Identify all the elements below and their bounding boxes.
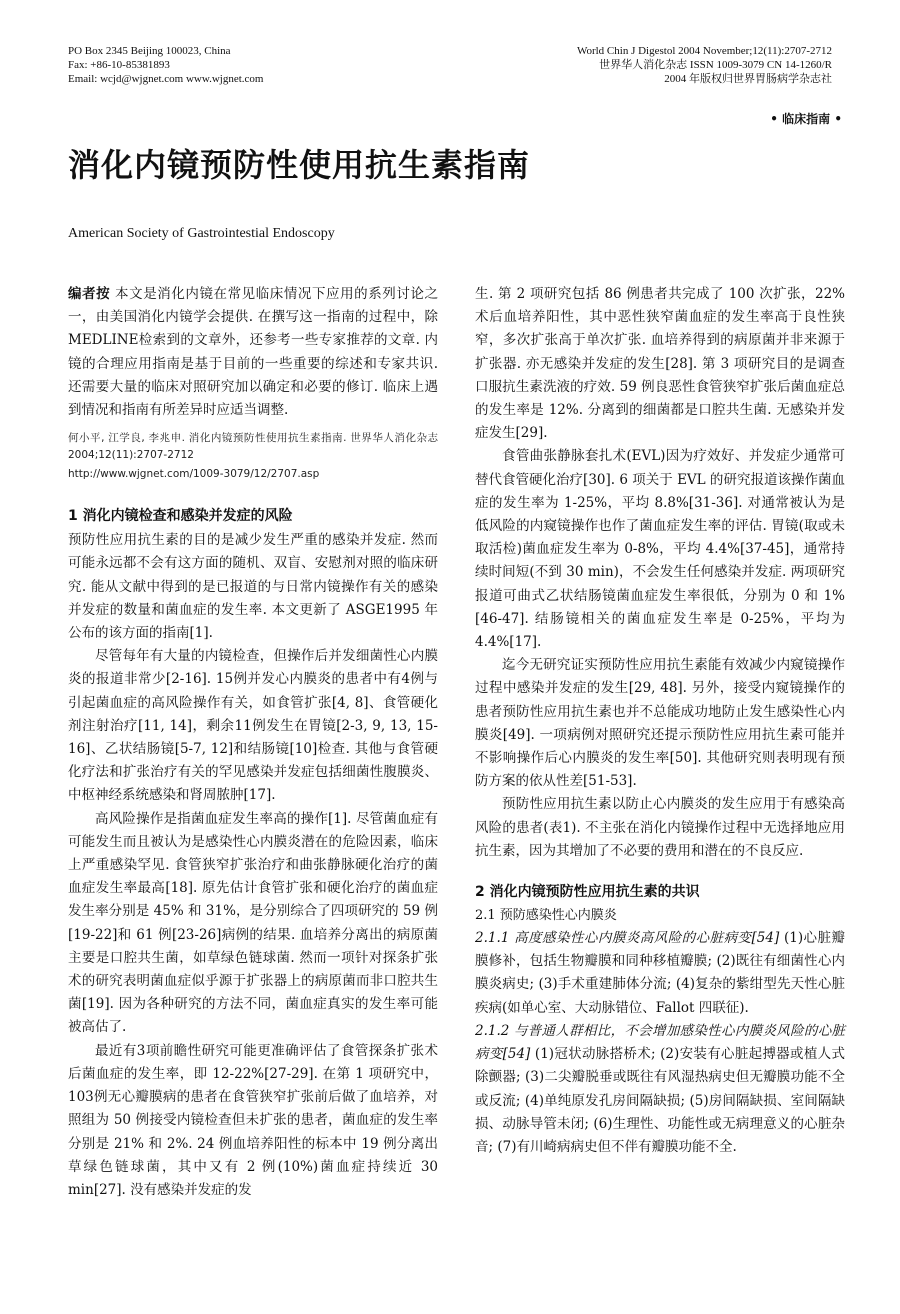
section-2-1-heading: 2.1 预防感染性心内膜炎: [475, 908, 617, 924]
header-email: Email: wcjd@wjgnet.com www.wjgnet.com: [68, 73, 264, 85]
editor-label: 编者按: [68, 286, 111, 302]
paragraph-6: 食管曲张静脉套扎术(EVL)因为疗效好、并发症少通常可替代食管硬化治疗[30]. 6 项关于 EVL 的研究报道该操作菌血症的发生率为 1-25%，平均 8.8%[31-36]. 对通常被认为是低风险的内窥镜操作也作了菌血症发生率的评估. 胃镜(取或未取活检)菌血症发生率为 0-8%，平均 4.4%[37-45]，通常持续时间短(不到 30 min)，不会发生任何感染并发症. 两项研究报道可曲式乙状结肠镜菌血症发生率很低，分别为 0 和 1%[46-47]. 结肠镜相关的菌血症发生率是 0-25%，平均为 4.4%[17].: [475, 448, 845, 651]
paragraph-7: 迄今无研究证实预防性应用抗生素能有效减少内窥镜操作过程中感染并发症的发生[29, 48]. 另外，接受内窥镜操作的患者预防性应用抗生素也并不总能成功地防止发生感染性心内膜炎[49]. 一项病例对照研究还提示预防性应用抗生素可能并不影响操作后心内膜炎的发生率[50]. 其他研究则表明现有预防方案的依从性差[51-53].: [475, 657, 845, 790]
section-tag: • 临床指南 •: [770, 112, 842, 126]
section-2-1-2: [475, 1020, 845, 1159]
header-fax: Fax: +86-10-85381893: [68, 59, 170, 71]
paragraph-1: 预防性应用抗生素的目的是减少发生严重的感染并发症. 然而可能永远都不会有这方面的随机、双盲、安慰剂对照的临床研究. 能从文献中得到的是已报道的与日常内镜操作有关的感染并发症的数量和菌血症的发生率. 本文更新了 ASGE1995 年公布的该方面的指南[1].: [68, 532, 438, 642]
article-authors: American Society of Gastrointestial Endoscopy: [68, 226, 335, 241]
citation: 何小平, 江学良, 李兆申. 消化内镜预防性使用抗生素指南. 世界华人消化杂志 2004;12(11):2707-2712: [68, 432, 438, 462]
journal-citation-header: [577, 44, 832, 86]
section-2-1-1: [475, 927, 845, 1020]
section-2-1-1-label: 2.1.1 高度感染性心内膜炎高风险的心脏病变[54]: [475, 930, 780, 947]
journal-contact-header: [68, 44, 263, 86]
section-2-1-1-text: (1)心脏瓣膜修补，包括生物瓣膜和同种移植瓣膜; (2)既往有细菌性心内膜炎病史; (3)手术重建肺体分流; (4)复杂的紫绀型先天性心脏疾病(如单心室、大动脉错位、Fallot 四联征).: [475, 930, 845, 1016]
header-journal-cn: 世界华人消化杂志 ISSN 1009-3079 CN 14-1260/R: [599, 59, 832, 71]
paragraph-2: 尽管每年有大量的内镜检查，但操作后并发细菌性心内膜炎的报道非常少[2-16]. 15例并发心内膜炎的患者中有4例与引起菌血症的高风险操作有关，如食管扩张[4, 8]、食管硬化剂注射治疗[11, 14]，剩余11例发生在胃镜[2-3, 9, 13, 15-16]、乙状结肠镜[5-7, 12]和结肠镜[10]检查. 其他与食管硬化疗法和扩张治疗有关的罕见感染并发症包括细菌性腹膜炎、中枢神经系统感染和肾周脓肿[17].: [68, 648, 438, 804]
right-column: [475, 283, 845, 1159]
editor-text: 本文是消化内镜在常见临床情况下应用的系列讨论之一，由美国消化内镜学会提供. 在撰写这一指南的过程中，除MEDLINE检索到的文章外，还参考一些专家推荐的文章. 内镜的合理应用指南是基于目前的一些重要的综述和专家共识. 还需要大量的临床对照研究加以确定和必要的修订. 临床上遇到情况和指南有所差异时应适当调整.: [68, 286, 439, 419]
header-journal-en: World Chin J Digestol 2004 November;12(11):2707-2712: [576, 45, 832, 57]
paragraph-3: 高风险操作是指菌血症发生率高的操作[1]. 尽管菌血症有可能发生而且被认为是感染性心内膜炎潜在的危险因素，临床上严重感染罕见. 食管狭窄扩张治疗和曲张静脉硬化治疗的菌血症发生率最高[18]. 原先估计食管扩张和硬化治疗的菌血症发生率分别是 45% 和 31%，是分别综合了四项研究的 59 例[19-22]和 61 例[23-26]病例的结果. 血培养分离出的病原菌主要是口腔共生菌，如草绿色链球菌. 然而一项针对探条扩张术的研究表明菌血症似乎源于扩张器上的病原菌而非口腔共生菌[19]. 因为各种研究的方法不同，菌血症真实的发生率可能被高估了.: [68, 810, 438, 1036]
editor-note: [68, 283, 438, 422]
paragraph-4: 最近有3项前瞻性研究可能更准确评估了食管探条扩张术后菌血症的发生率，即 12-22%[27-29]. 在第 1 项研究中，103例无心瓣膜病的患者在食管狭窄扩张前后做了血培养，对照组为 50 例接受内镜检查但未扩张的患者，菌血症的发生率分别是 21% 和 2%. 24 例血培养阳性的标本中 19 例分离出草绿色链球菌，其中又有 2 例(10%)菌血症持续近 30 min[27]. 没有感染并发症的发: [68, 1042, 438, 1198]
section-1-heading: 1 消化内镜检查和感染并发症的风险: [68, 508, 293, 525]
section-2-1-2-label: 2.1.2 与普通人群相比，不会增加感染性心内膜炎风险的心脏病变[54]: [475, 1022, 845, 1063]
article-url[interactable]: http://www.wjgnet.com/1009-3079/12/2707.asp: [68, 468, 320, 481]
left-column: [68, 283, 438, 1202]
article-title: 消化内镜预防性使用抗生素指南: [68, 146, 531, 184]
paragraph-5: 生. 第 2 项研究包括 86 例患者共完成了 100 次扩张，22% 术后血培养阳性，其中恶性狭窄菌血症的发生率高于良性狭窄，多次扩张高于单次扩张. 血培养得到的病原菌并非来源于扩张器. 亦无感染并发症的发生[28]. 第 3 项研究目的是调查口服抗生素洗液的疗效. 59 例良恶性食管狭窄扩张后菌血症总的发生率是 12%. 分离到的细菌都是口腔共生菌. 无感染并发症发生[29].: [475, 286, 845, 442]
header-copyright: 2004 年版权归世界胃肠病学杂志社: [664, 73, 832, 85]
section-2-1-2-text: (1)冠状动脉搭桥术; (2)安装有心脏起搏器或植人式除颤器; (3)二尖瓣脱垂或既往有风湿热病史但无瓣膜功能不全或反流; (4)单纯原发孔房间隔缺损; (5)房间隔缺损、室间隔缺损、动脉导管未闭; (6)生理性、功能性或无病理意义的心脏杂音; (7)有川崎病病史但不伴有瓣膜功能不全.: [475, 1046, 845, 1155]
header-address: PO Box 2345 Beijing 100023, China: [68, 45, 231, 57]
paragraph-8: 预防性应用抗生素以防止心内膜炎的发生应用于有感染高风险的患者(表1). 不主张在消化内镜操作过程中无选择地应用抗生素，因为其增加了不必要的费用和潜在的不良反应.: [475, 796, 845, 859]
section-2-heading: 2 消化内镜预防性应用抗生素的共识: [475, 884, 700, 901]
